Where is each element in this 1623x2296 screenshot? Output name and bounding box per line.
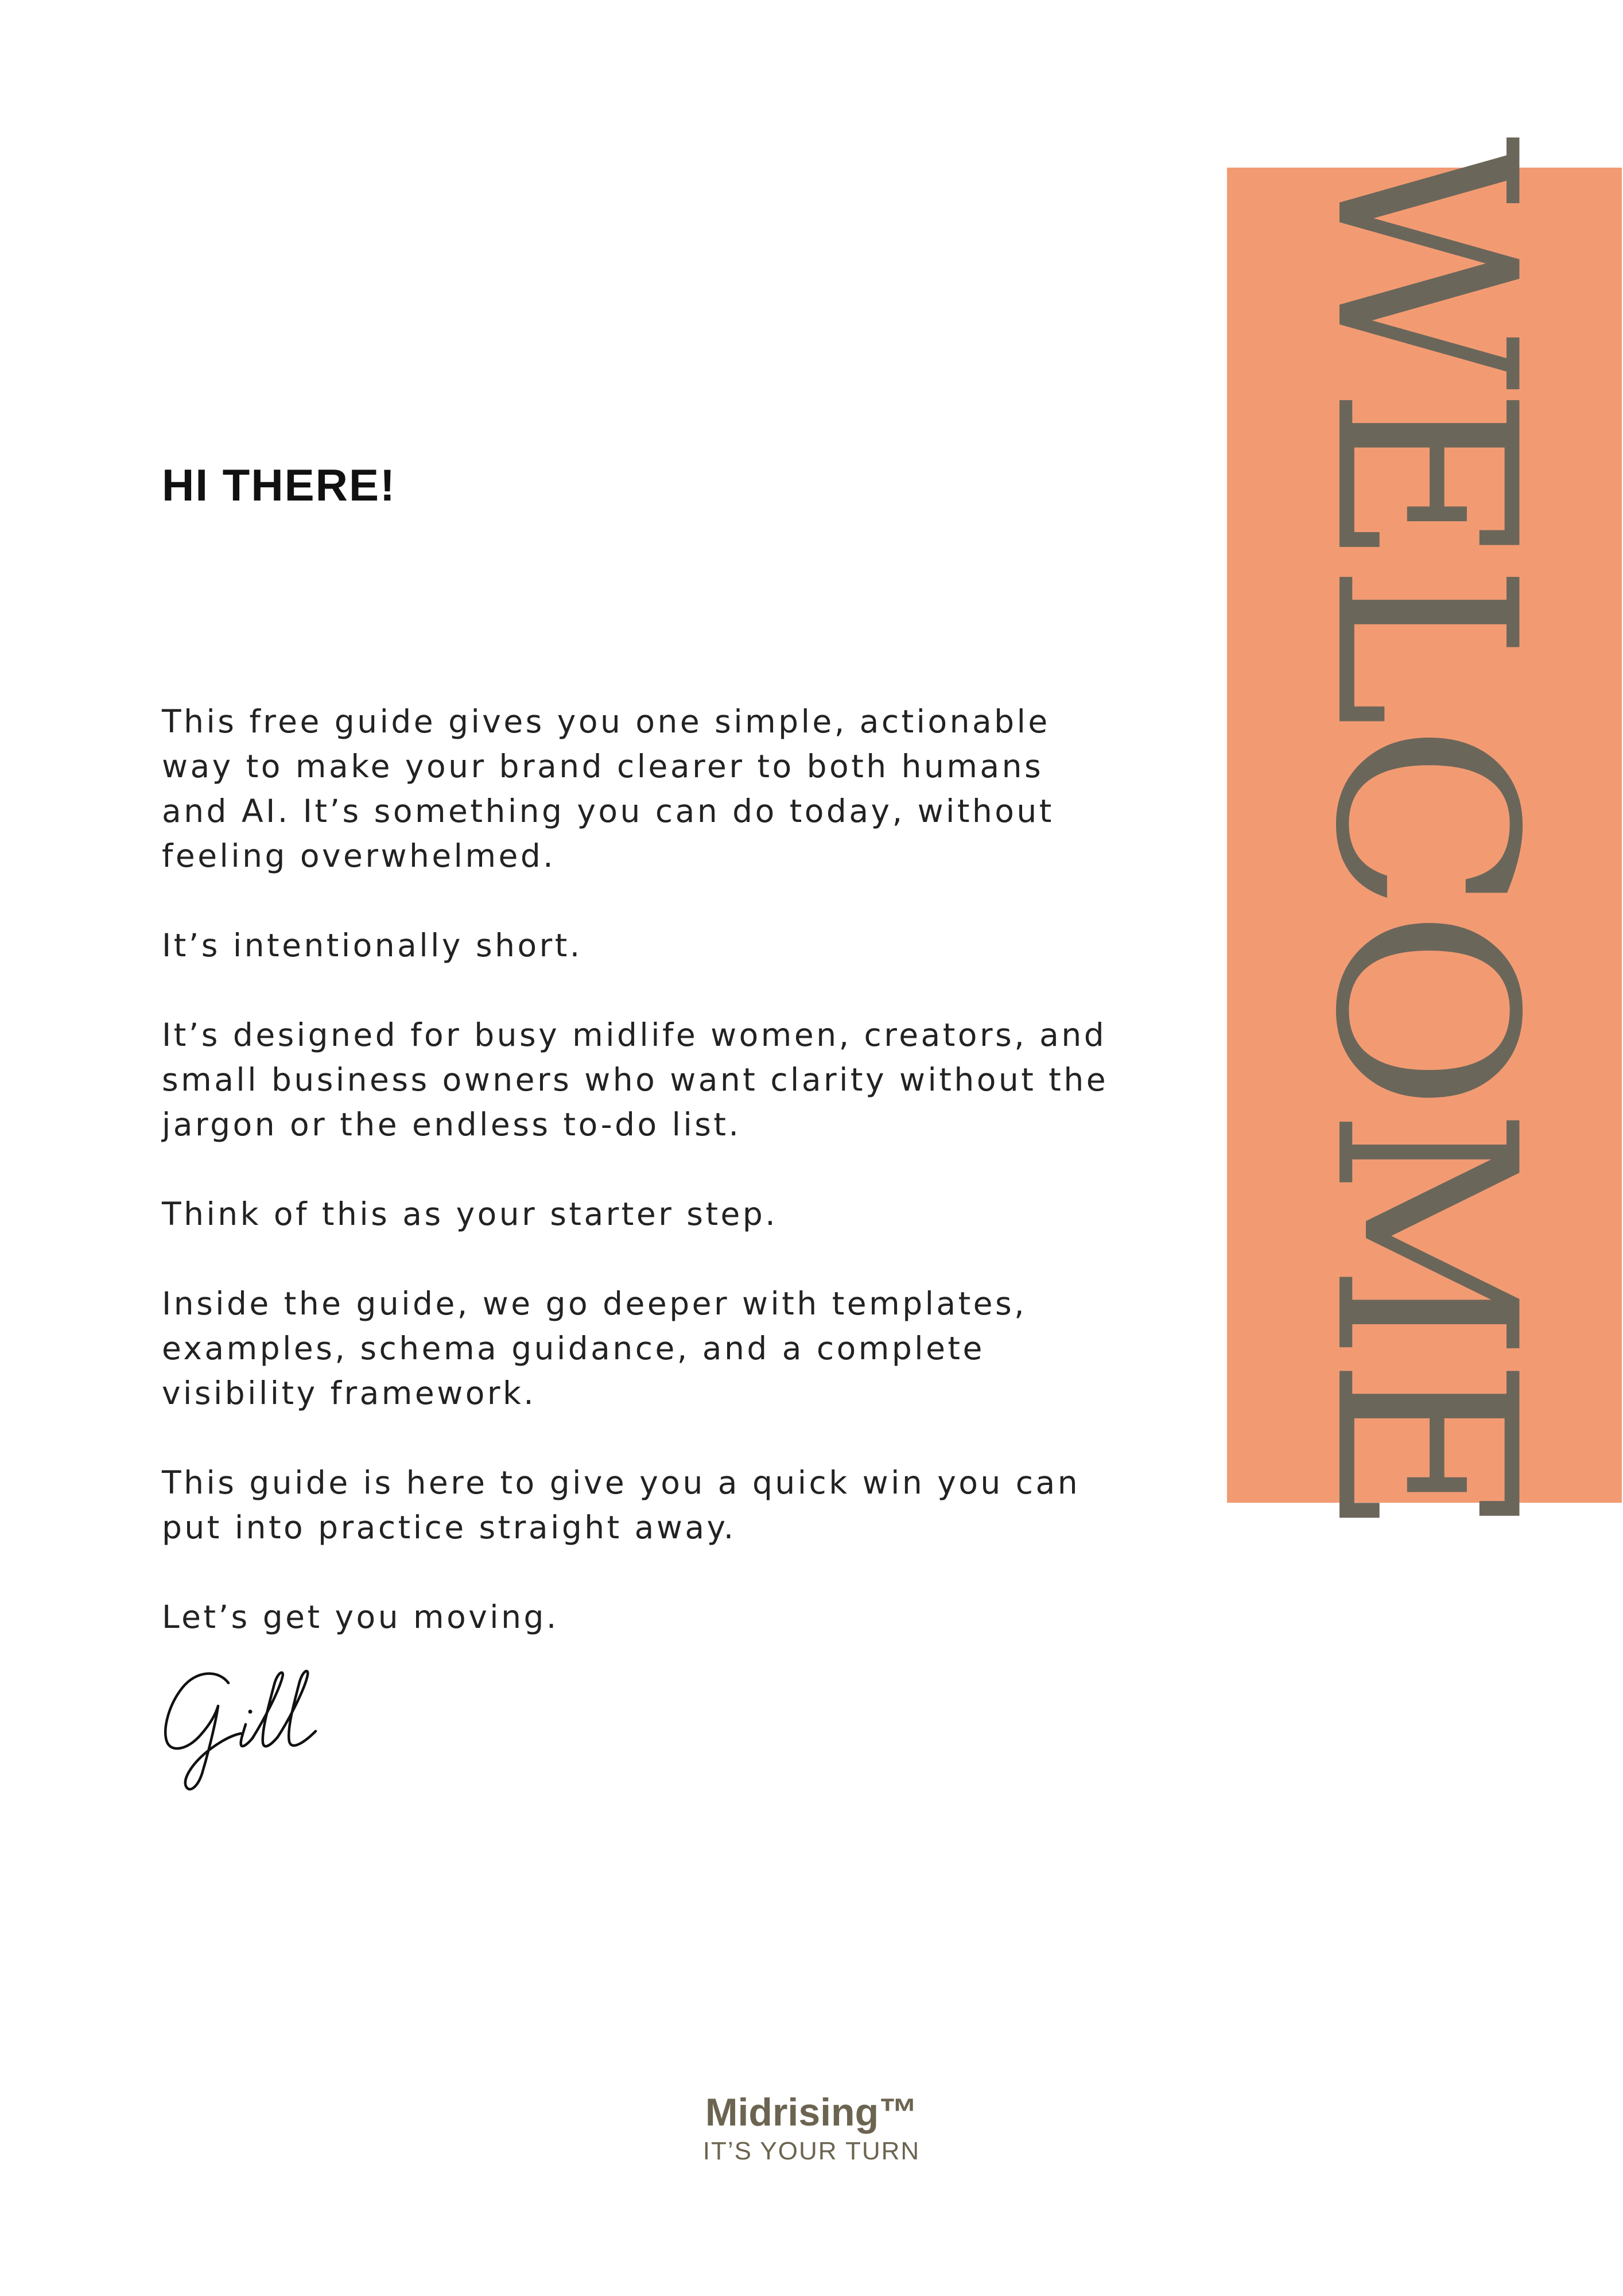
signature-image	[161, 1665, 333, 1797]
welcome-banner	[1227, 136, 1622, 1534]
brand-footer	[0, 2089, 1623, 2167]
body-paragraph: Let’s get you moving.	[162, 1599, 559, 1635]
brand-name: Midrising™	[705, 2091, 918, 2134]
body-paragraph: It’s intentionally short.	[162, 927, 583, 964]
body-paragraph: This free guide gives you one simple, actionable way to make your brand clearer to both humans and AI. It’s something you can do today, without feeling overwhelmed.	[162, 703, 1054, 874]
body-paragraph: It’s designed for busy midlife women, creators, and small business owners who want clarity without the jargon or the endless to-do list.	[162, 1017, 1109, 1143]
body-paragraph: This guide is here to give you a quick win you can put into practice straight away.	[162, 1464, 1081, 1546]
greeting-heading: HI THERE!	[162, 460, 396, 510]
brand-tagline: IT’S YOUR TURN	[702, 2137, 921, 2165]
letter-body	[162, 699, 1115, 1639]
body-paragraph: Think of this as your starter step.	[162, 1196, 778, 1232]
body-paragraph: Inside the guide, we go deeper with templates, examples, schema guidance, and a complete visibility framework.	[162, 1285, 1027, 1411]
welcome-heading: WELCOME	[1281, 136, 1568, 1534]
